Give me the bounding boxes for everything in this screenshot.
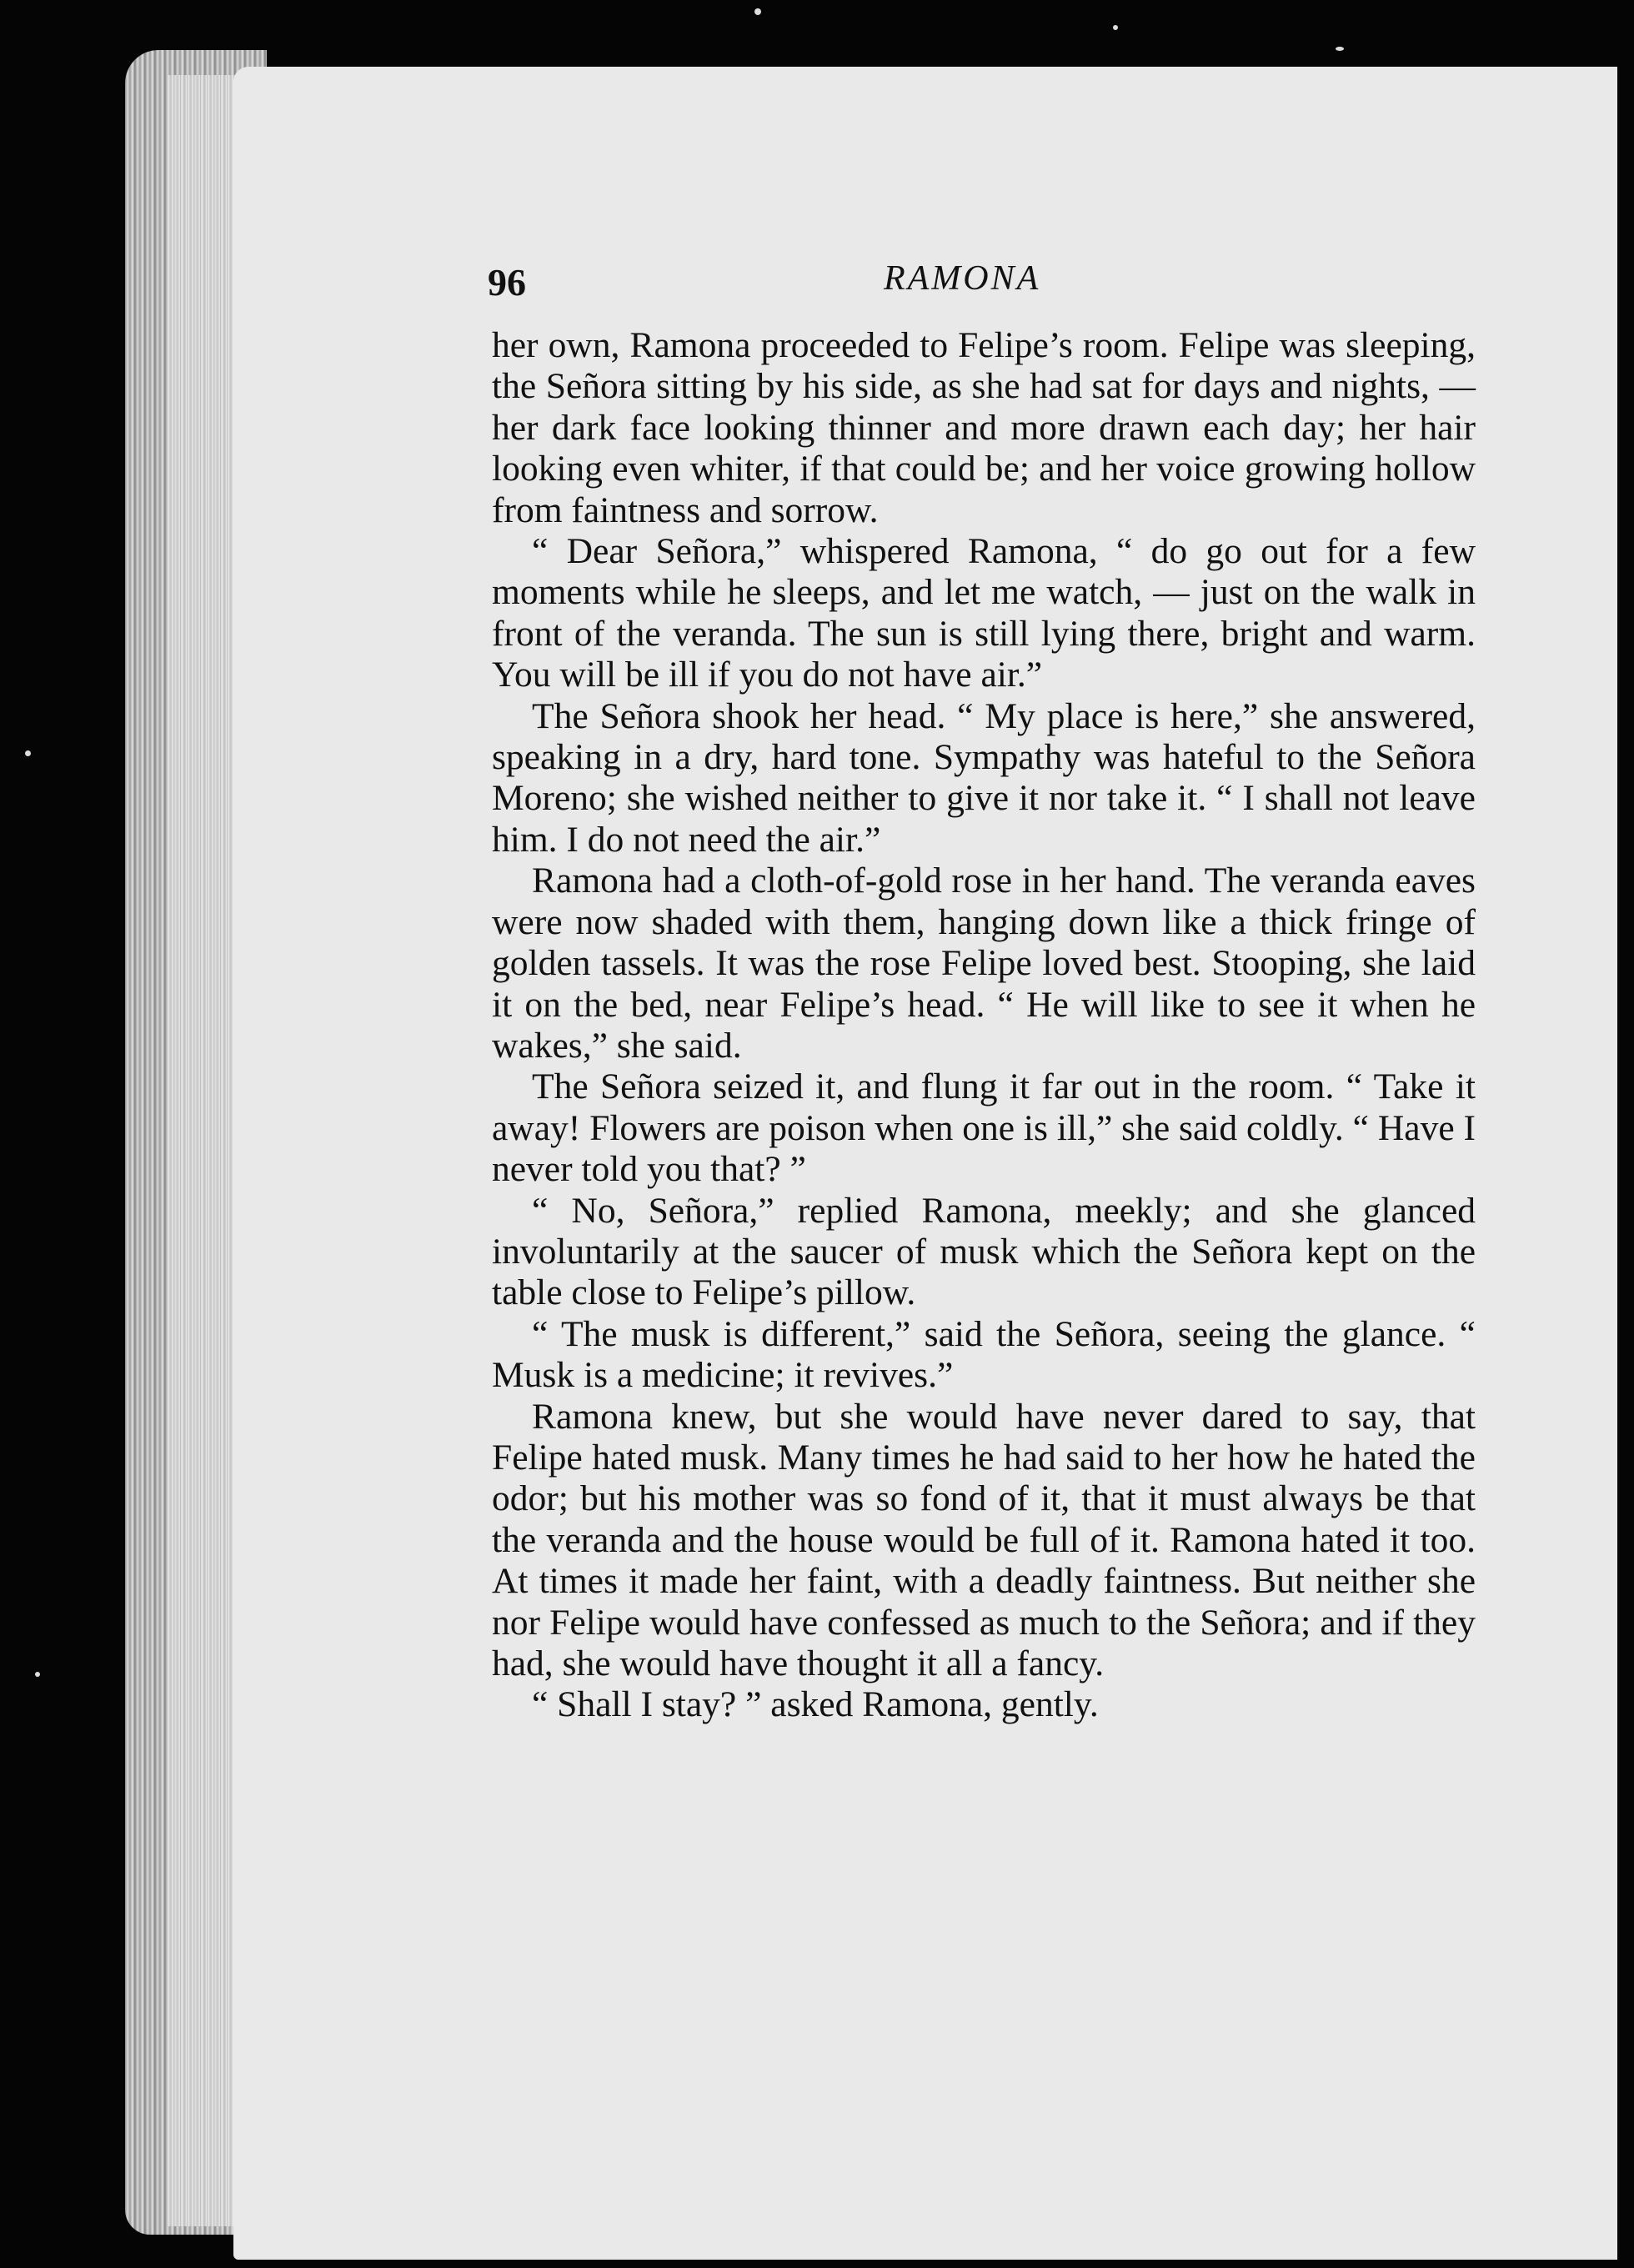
paragraph: “ No, Señora,” replied Ramona, meekly; and she glanced involuntarily at the saucer of musk which the Señora kept on the table close to Felipe’s pillow. [492, 1190, 1476, 1313]
scan-speck [754, 8, 761, 15]
scan-speck [1336, 47, 1344, 51]
paragraph: The Señora seized it, and flung it far out in the room. “ Take it away! Flowers are poison when one is ill,” she said coldly. “ Have I never told you that? ” [492, 1066, 1476, 1190]
paragraph: “ The musk is different,” said the Señora, seeing the glance. “ Musk is a medicine; it revives.” [492, 1313, 1476, 1396]
body-text [492, 325, 1476, 1726]
paragraph: her own, Ramona proceeded to Felipe’s room. Felipe was sleeping, the Señora sitting by his side, as she had sat for days and nights, — her dark face looking thinner and more drawn each day; her hair looking even whiter, if that could be; and her voice growing hollow from faintness and sorrow. [492, 325, 1476, 530]
scan-speck [35, 1672, 40, 1677]
paragraph: Ramona had a cloth-of-gold rose in her hand. The veranda eaves were now shaded with them, hanging down like a thick fringe of golden tassels. It was the rose Felipe loved best. Stooping, she laid it on the bed, near Felipe’s head. “ He will like to see it when he wakes,” she said. [492, 861, 1476, 1066]
page-header [488, 260, 1496, 310]
paragraph: Ramona knew, but she would have never dared to say, that Felipe hated musk. Many times he had said to her how he hated the odor; but his mother was so fond of it, that it must always be that the veranda and the house would be full of it. Ramona hated it too. At times it made her faint, with a deadly faintness. But neither she nor Felipe would have confessed as much to the Señora; and if they had, she would have thought it all a fancy. [492, 1396, 1476, 1683]
paragraph: “ Dear Señora,” whispered Ramona, “ do go out for a few moments while he sleeps, and let me watch, — just on the walk in front of the veranda. The sun is still lying there, bright and warm. You will be ill if you do not have air.” [492, 531, 1476, 695]
running-title: RAMONA [884, 259, 1041, 298]
page-number: 96 [488, 261, 526, 304]
paragraph: “ Shall I stay? ” asked Ramona, gently. [532, 1684, 1099, 1725]
scan-speck [1113, 25, 1118, 30]
paragraph: The Señora shook her head. “ My place is here,” she answered, speaking in a dry, hard tone. Sympathy was hateful to the Señora Moreno; she wished neither to give it nor take it. “ I shall not leave him. I do not need the air.” [492, 695, 1476, 860]
scan-speck [25, 750, 31, 756]
